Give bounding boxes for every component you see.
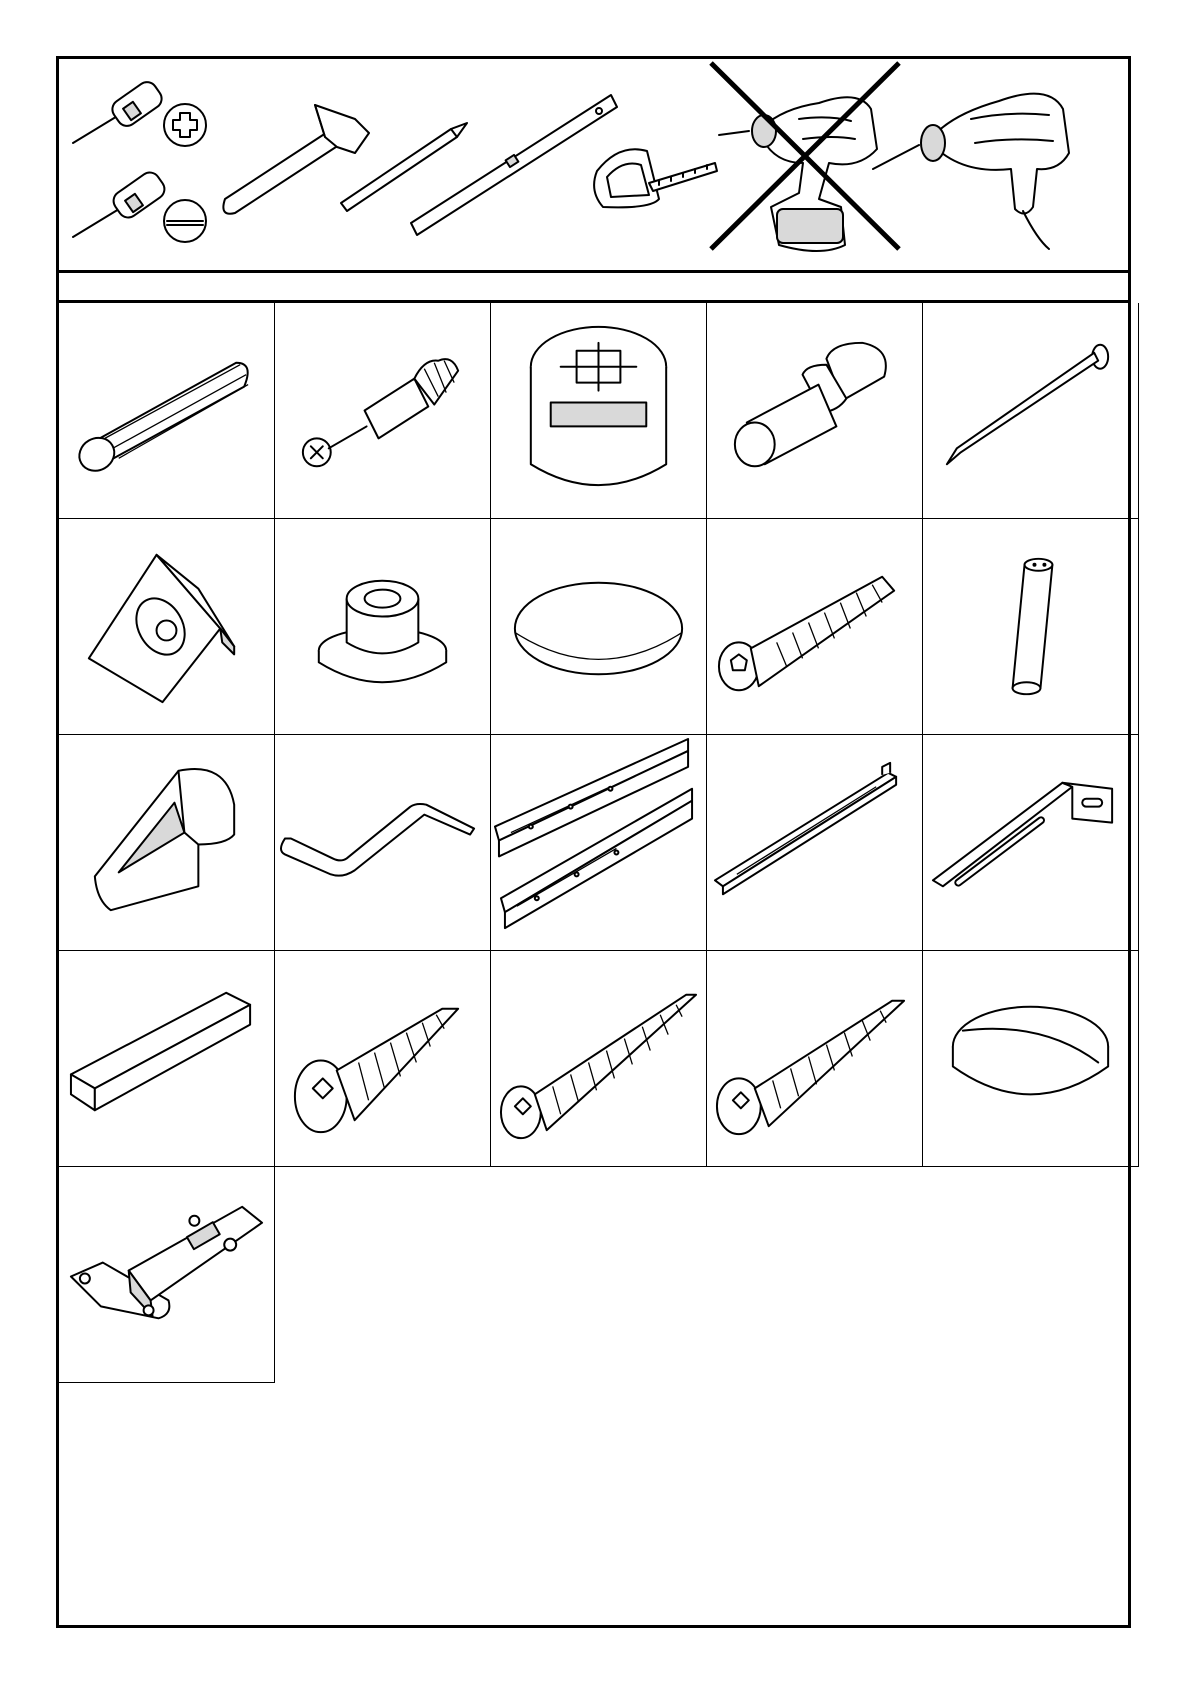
section-divider-band [59,273,1128,303]
cam-lock-icon [491,303,707,519]
spirit-level-icon [411,95,617,235]
shelf-support-pin-icon [707,303,923,519]
wooden-dowel-icon [59,303,275,519]
short-wood-screw-icon [275,951,491,1167]
drawer-runner-pair-icon [491,735,707,951]
assembly-sheet [56,56,1131,1628]
tape-measure-icon [594,149,717,207]
corner-block-icon [59,519,275,735]
corded-drill-icon [873,94,1069,249]
wooden-peg-icon [923,519,1139,735]
long-wood-screw-icon [491,951,707,1167]
medium-wood-screw-icon [707,951,923,1167]
phillips-screwdriver-icon [73,78,206,146]
hammer-icon [223,105,369,214]
cordless-drill-crossed-icon [711,63,899,251]
wooden-block-icon [59,951,275,1167]
felt-disc-icon [491,519,707,735]
cabinet-hinge-icon [59,1167,275,1383]
screw-cap-icon [923,951,1139,1167]
confirmat-screw-icon [707,519,923,735]
allen-key-icon [275,735,491,951]
tools-panel [59,59,1128,273]
nail-icon [923,303,1139,519]
long-bracket-icon [707,735,923,951]
tools-illustration [59,59,1128,270]
plastic-connector-icon [59,735,275,951]
bumper-pad-icon [275,519,491,735]
flathead-screwdriver-icon [73,169,206,242]
l-bracket-icon [923,735,1139,951]
cam-bolt-icon [275,303,491,519]
